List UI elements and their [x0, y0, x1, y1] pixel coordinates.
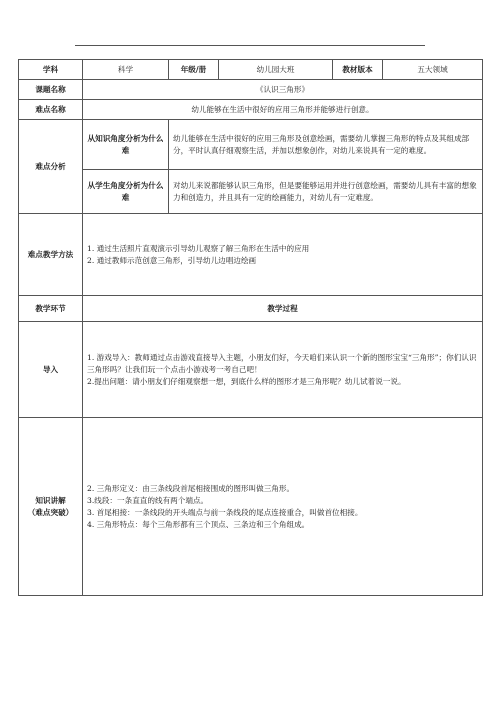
- knowledge-item: 2. 三角形定义：由三条线段首尾相接围成的图形叫做三角形。: [87, 483, 295, 493]
- knowledge-row: [19, 418, 483, 596]
- intro-row: [19, 322, 483, 418]
- edition-value: 五大领域: [383, 60, 483, 80]
- subject-label: 学科: [19, 60, 83, 80]
- header-rule: [75, 45, 425, 46]
- knowledge-label-line1: 知识讲解: [35, 495, 66, 505]
- knowledge-item: 3. 首尾相接：一条线段的开头端点与前一条线段的尾点连接重合，叫做首位相接。: [87, 507, 363, 517]
- grade-label: 年级/册: [169, 60, 219, 80]
- student-angle-text: 对幼儿来说都能够认识三角形，但是要能够运用并进行创意绘画，需要幼儿具有丰富的想象力和创造力，并且具有一定的绘画能力，对幼儿有一定难度。: [169, 170, 483, 214]
- subject-value: 科学: [83, 60, 169, 80]
- analysis-student-row: [19, 170, 483, 214]
- grade-value: 幼儿园大班: [219, 60, 333, 80]
- methods-content: [83, 214, 483, 296]
- lesson-title-label: 课题名称: [19, 80, 83, 100]
- intro-label: 导入: [19, 322, 83, 418]
- method-item: 2. 通过教师示范创意三角形，引导幼儿边唱边绘画: [87, 255, 257, 265]
- knowledge-content: [83, 418, 483, 596]
- process-header-row: [19, 296, 483, 322]
- knowledge-item: 4. 三角形特点：每个三角形都有三个顶点、三条边和三个角组成。: [87, 519, 310, 529]
- method-item: 1. 通过生活照片直观演示引导幼儿观察了解三角形在生活中的应用: [87, 243, 310, 253]
- lesson-title-value: 《认识三角形》: [83, 80, 483, 100]
- intro-item: 1. 游戏导入：教师通过点击游戏直接导入主题，小朋友们好，今天咱们来认识一个新的图形宝宝“三角形”；你们认识三角形吗？让我们玩一个点击小游戏考一考自己吧！: [87, 352, 477, 374]
- knowledge-angle-label: 从知识角度分析为什么难: [83, 120, 169, 170]
- analysis-label: 难点分析: [19, 120, 83, 214]
- lesson-title-row: [19, 80, 483, 100]
- student-angle-label: 从学生角度分析为什么难: [83, 170, 169, 214]
- difficulty-label: 难点名称: [19, 100, 83, 120]
- difficulty-value: 幼儿能够在生活中很好的应用三角形并能够进行创意。: [83, 100, 483, 120]
- stage-header: 教学环节: [19, 296, 83, 322]
- knowledge-angle-text: 幼儿能够在生活中很好的应用三角形及创意绘画，需要幼儿掌握三角形的特点及其组成部分，平时认真仔细观察生活，并加以想象创作，对幼儿来说具有一定的难度。: [169, 120, 483, 170]
- intro-content: [83, 322, 483, 418]
- methods-row: [19, 214, 483, 296]
- analysis-knowledge-row: [19, 120, 483, 170]
- methods-label: 难点教学方法: [19, 214, 83, 296]
- difficulty-row: [19, 100, 483, 120]
- knowledge-label-line2: （难点突破）: [27, 507, 74, 517]
- header-row: [19, 60, 483, 80]
- lesson-plan-table: [18, 59, 483, 596]
- intro-item: 2.提出问题：请小朋友们仔细观察想一想，到底什么样的图形才是三角形呢？幼儿试着说一说。: [87, 376, 406, 386]
- process-header: 教学过程: [83, 296, 483, 322]
- knowledge-item: 3.线段：一条直直的线有两个端点。: [87, 495, 209, 505]
- knowledge-label: [19, 418, 83, 596]
- edition-label: 教材版本: [333, 60, 383, 80]
